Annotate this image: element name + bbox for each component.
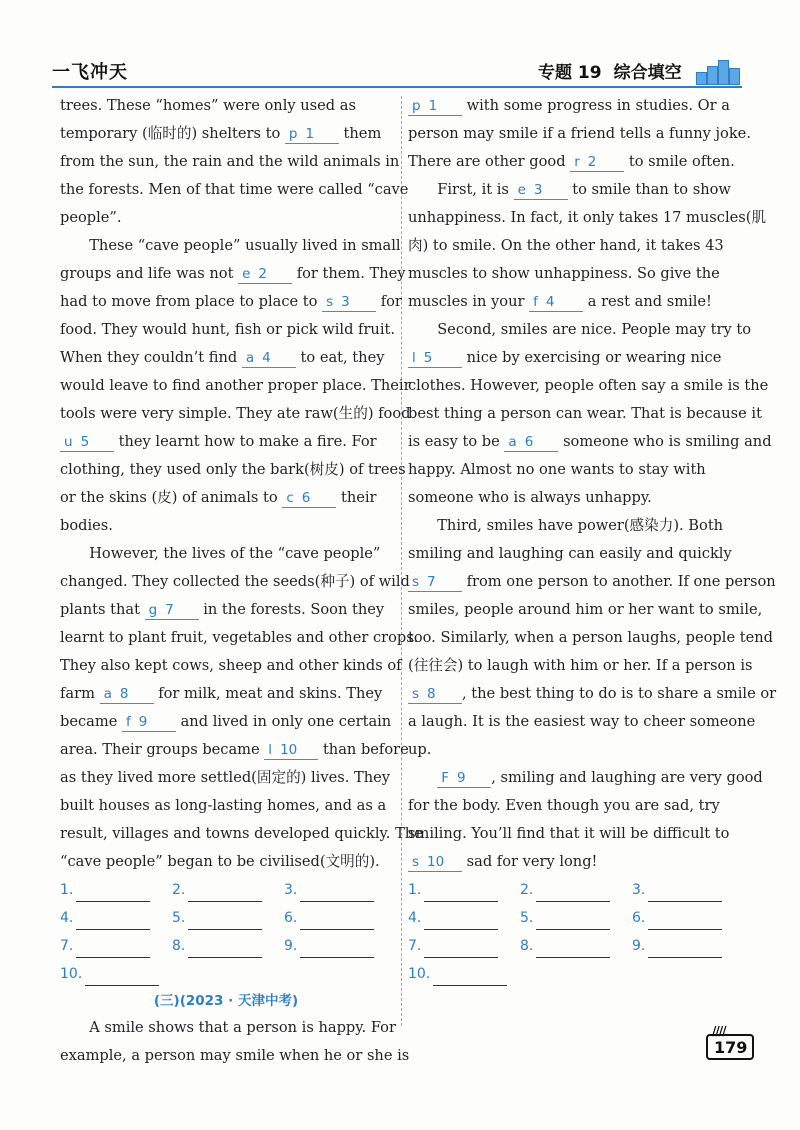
paragraph — [408, 176, 767, 316]
text-line: When they couldn’t find a 4 to eat, they — [60, 349, 385, 366]
subject-label: 综合填空 — [613, 63, 682, 83]
text-line: would leave to find another proper place. Their — [60, 377, 411, 394]
answer-slot[interactable]: 8. — [520, 934, 632, 958]
answer-slot[interactable]: 7. — [408, 934, 520, 958]
column-divider — [401, 96, 402, 1026]
blank-1[interactable]: p 1 — [285, 125, 339, 144]
decorative-blocks-icon — [694, 58, 742, 86]
text-line: Second, smiles are nice. People may try to — [437, 321, 752, 338]
blank-9[interactable]: F 9 — [437, 769, 491, 788]
paragraph — [408, 92, 751, 176]
blank-3[interactable]: e 3 — [514, 181, 568, 200]
blank-8[interactable]: s 8 — [408, 685, 462, 704]
text-line: unhappiness. In fact, it only takes 17 muscles(肌 — [408, 209, 767, 226]
text-line: temporary (临时的) shelters to p 1 them — [60, 125, 382, 142]
paragraph — [408, 316, 772, 512]
page-stripes-icon: //// — [712, 1024, 726, 1038]
answer-slot[interactable]: 9. — [632, 934, 744, 958]
answer-slot[interactable]: 10. — [60, 962, 172, 986]
text-line: smiling. You’ll find that it will be difficult to — [408, 825, 730, 842]
text-line: “cave people” began to be civilised(文明的). — [60, 853, 380, 870]
text-line: had to move from place to place to s 3 for — [60, 293, 402, 310]
blank-10[interactable]: l 10 — [264, 741, 318, 760]
book-logo: 一飞冲天 — [52, 62, 128, 83]
blank-10[interactable]: s 10 — [408, 853, 462, 872]
answer-lines — [60, 878, 392, 986]
text-line: l 5 nice by exercising or wearing nice — [408, 344, 740, 372]
text-line: changed. They collected the seeds(种子) of wild — [60, 573, 410, 590]
blank-7[interactable]: g 7 — [145, 601, 199, 620]
answer-slot[interactable]: 6. — [632, 906, 744, 930]
text-line: clothing, they used only the bark(树皮) of trees — [60, 461, 406, 478]
text-line: food. They would hunt, fish or pick wild fruit. — [60, 321, 395, 338]
blank-4[interactable]: f 4 — [529, 293, 583, 312]
blank-1[interactable]: p 1 — [408, 97, 462, 116]
answer-slot[interactable]: 7. — [60, 934, 172, 958]
text-line: muscles in your f 4 a rest and smile! — [408, 293, 712, 310]
text-line: area. Their groups became l 10 than before — [60, 741, 409, 758]
answer-slot[interactable]: 3. — [632, 878, 744, 902]
blank-8[interactable]: a 8 — [100, 685, 154, 704]
answer-slot[interactable]: 1. — [408, 878, 520, 902]
text-line: F 9 , smiling and laughing are very good — [408, 764, 740, 792]
paragraph — [60, 92, 409, 232]
text-line: Third, smiles have power(感染力). Both — [437, 517, 724, 534]
blank-9[interactable]: f 9 — [122, 713, 176, 732]
text-line: or the skins (皮) of animals to c 6 their — [60, 489, 377, 506]
paragraph — [408, 764, 763, 876]
blank-4[interactable]: a 4 — [242, 349, 296, 368]
text-line: up. — [408, 741, 432, 758]
answer-slot[interactable]: 10. — [408, 962, 520, 986]
text-line: A smile shows that a person is happy. For — [89, 1019, 396, 1036]
text-line: smiles, people around him or her want to smile, — [408, 601, 763, 618]
text-line: people”. — [60, 209, 122, 226]
blank-5[interactable]: u 5 — [60, 433, 114, 452]
text-line: tools were very simple. They ate raw(生的) food — [60, 405, 411, 422]
text-line: s 8 , the best thing to do is to share a smile or — [408, 680, 740, 708]
answer-slot[interactable]: 4. — [408, 906, 520, 930]
blank-2[interactable]: r 2 — [570, 153, 624, 172]
text-line: They also kept cows, sheep and other kinds of — [60, 657, 402, 674]
answer-slot[interactable]: 2. — [172, 878, 284, 902]
answer-slot[interactable]: 8. — [172, 934, 284, 958]
text-line: happy. Almost no one wants to stay with — [408, 461, 706, 478]
text-line: learnt to plant fruit, vegetables and other crops. — [60, 629, 419, 646]
text-line: farm a 8 for milk, meat and skins. They — [60, 685, 383, 702]
text-line: person may smile if a friend tells a funny joke. — [408, 125, 751, 142]
text-line: best thing a person can wear. That is because it — [408, 405, 762, 422]
text-line: (往往会) to laugh with him or her. If a person is — [408, 657, 753, 674]
text-line: plants that g 7 in the forests. Soon they — [60, 601, 385, 618]
paragraph — [408, 512, 777, 764]
answer-slot[interactable]: 6. — [284, 906, 396, 930]
text-line: 肉) to smile. On the other hand, it takes 43 — [408, 237, 724, 254]
answer-slot[interactable]: 1. — [60, 878, 172, 902]
topic-header — [538, 58, 682, 83]
paragraph — [60, 1014, 410, 1070]
text-line: for the body. Even though you are sad, try — [408, 797, 720, 814]
text-line: became f 9 and lived in only one certain — [60, 713, 392, 730]
text-line: too. Similarly, when a person laughs, people tend — [408, 629, 773, 646]
text-line: trees. These “homes” were only used as — [60, 97, 356, 114]
answer-slot[interactable]: 3. — [284, 878, 396, 902]
answer-slot[interactable]: 5. — [520, 906, 632, 930]
text-line: There are other good r 2 to smile often. — [408, 153, 735, 170]
blank-6[interactable]: c 6 — [282, 489, 336, 508]
text-line: a laugh. It is the easiest way to cheer someone — [408, 713, 756, 730]
paragraph — [60, 540, 423, 876]
blank-2[interactable]: e 2 — [238, 265, 292, 284]
text-line: clothes. However, people often say a smile is the — [408, 377, 769, 394]
blank-3[interactable]: s 3 — [322, 293, 376, 312]
text-line: However, the lives of the “cave people” — [89, 545, 381, 562]
text-line: First, it is e 3 to smile than to show — [437, 181, 731, 198]
text-line: from the sun, the rain and the wild animals in — [60, 153, 400, 170]
header-rule — [52, 86, 742, 88]
right-column — [408, 92, 777, 986]
section-title: (三)(2023 · 天津中考) — [153, 993, 299, 1009]
text-line: someone who is always unhappy. — [408, 489, 652, 506]
text-line: as they lived more settled(固定的) lives. They — [60, 769, 390, 786]
answer-slot[interactable]: 2. — [520, 878, 632, 902]
blank-7[interactable]: s 7 — [408, 573, 462, 592]
answer-slot[interactable]: 4. — [60, 906, 172, 930]
text-line: s 7 from one person to another. If one person — [408, 568, 740, 596]
page-number: //// 179 — [706, 1034, 754, 1060]
text-line: is easy to be a 6 someone who is smiling and — [408, 433, 772, 450]
answer-slot[interactable]: 5. — [172, 906, 284, 930]
text-line: groups and life was not e 2 for them. They — [60, 265, 406, 282]
text-line: p 1 with some progress in studies. Or a — [408, 92, 740, 120]
topic-label: 专题 19 — [538, 63, 602, 83]
answer-slot[interactable]: 9. — [284, 934, 396, 958]
text-line: smiling and laughing can easily and quickly — [408, 545, 732, 562]
text-line: These “cave people” usually lived in small — [89, 237, 401, 254]
answer-lines — [408, 878, 740, 986]
text-line: s 10 sad for very long! — [408, 848, 740, 876]
text-line: bodies. — [60, 517, 113, 534]
paragraph — [60, 232, 411, 540]
blank-5[interactable]: l 5 — [408, 349, 462, 368]
text-line: u 5 they learnt how to make a fire. For — [60, 428, 392, 456]
text-line: the forests. Men of that time were called “cave — [60, 181, 409, 198]
text-line: example, a person may smile when he or she is — [60, 1047, 410, 1064]
text-line: muscles to show unhappiness. So give the — [408, 265, 720, 282]
blank-6[interactable]: a 6 — [504, 433, 558, 452]
text-line: built houses as long-lasting homes, and as a — [60, 797, 387, 814]
text-line: result, villages and towns developed quickly. The — [60, 825, 423, 842]
